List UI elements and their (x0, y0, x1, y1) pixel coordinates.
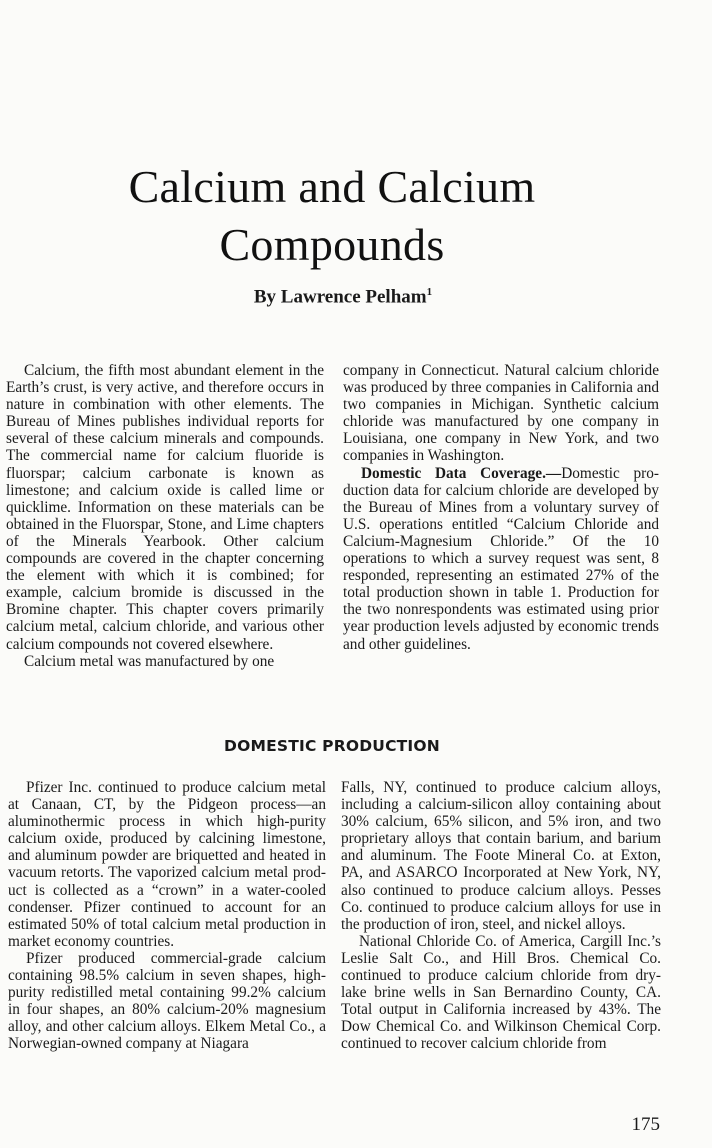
title-line-1: Calcium and Calcium (128, 161, 536, 212)
production-paragraph-4: National Chloride Co. of America, Cargill Inc.’s Leslie Salt Co., and Hill Bros. Chemical Co. continued to produce calcium chloride from dry-lake brine wells in San Bernardino County, CA. Total output in California increased by 43%. The Dow Chemical Co. and Wilkinson Chemical Corp. continued to recover calcium chloride from (341, 932, 661, 1053)
production-column-right (341, 779, 661, 1053)
section-heading-domestic-production: DOMESTIC PRODUCTION (224, 737, 440, 755)
data-coverage-paragraph (343, 465, 659, 653)
data-coverage-text: Domestic production data for calcium chloride are developed by the Bureau of Mines from a voluntary survey of U.S. operations entitled “Calcium Chloride and Calcium-Magnesium Chloride.” Of the 10 operations to which a survey request was sent, 8 responded, representing an estimated 27% of the total production shown in table 1. Production for the two nonrespondents was estimated using prior year production levels adjusted by economic trends and other guidelines. (343, 464, 660, 653)
production-column-left (8, 779, 326, 1053)
title-line-2: Compounds (219, 219, 445, 270)
author-byline (0, 286, 686, 308)
production-paragraph-2: Pfizer produced commercial-grade calcium containing 98.5% calcium in seven shapes, high-purity redistilled metal containing 99.2% calcium in four shapes, an 80% calcium-20% magnesium alloy, and other calcium alloys. Elkem Metal Co., a Norwegian-owned company at Niagara (8, 949, 326, 1053)
production-paragraph-1: Pfizer Inc. continued to produce calcium metal at Canaan, CT, by the Pidgeon process—an aluminothermic process in which high-purity calcium oxide, produced by calcining limestone, and aluminum powder are briquetted and heated in vacuum retorts. The vaporized calcium metal product is collected as a “crown” in a water-cooled condenser. Pfizer continued to account for an estimated 50% of total calcium metal production in market economy countries. (8, 779, 326, 950)
page-number: 175 (631, 1114, 660, 1135)
intro-paragraph-3: company in Connecticut. Natural calcium chloride was produced by three companies in California and two companies in Michigan. Synthetic calcium chloride was manufactured by one company in Louisiana, one company in New York, and two companies in Washington. (343, 362, 659, 465)
production-paragraph-3: Falls, NY, continued to produce calcium alloys, including a calcium-silicon alloy containing about 30% calcium, 65% silicon, and 5% iron, and two proprietary alloys that contain barium, and barium and aluminum. The Foote Mineral Co. at Exton, PA, and ASARCO Incorporated at New York, NY, also continued to produce calcium alloys. Pesses Co. continued to produce calcium alloys for use in the production of iron, steel, and nickel alloys. (341, 779, 661, 933)
intro-column-right (343, 362, 659, 653)
page-title (0, 158, 664, 274)
author-footnote-mark: 1 (426, 286, 433, 298)
data-coverage-lead: Domestic Data Coverage.— (361, 464, 562, 482)
intro-column-left (6, 362, 324, 670)
intro-paragraph-2: Calcium metal was manufactured by one (24, 652, 275, 670)
author-name: By Lawrence Pelham (253, 286, 427, 308)
intro-paragraph-1: Calcium, the fifth most abundant element in the Earth’s crust, is very active, and therefore occurs in nature in combination with other elements. The Bureau of Mines publishes individual reports for several of these calcium minerals and compounds. The commercial name for calcium fluoride is fluorspar; calcium carbonate is known as limestone; and calcium oxide is called lime or quicklime. Information on these materials can be obtained in the Fluorspar, Stone, and Lime chapters of the Minerals Yearbook. Other calcium compounds are covered in the chapter concerning the element with which it is combined; for example, calcium bromide is discussed in the Bromine chapter. This chapter covers primarily calcium metal, calcium chloride, and various other calcium compounds not covered elsewhere. (6, 362, 324, 653)
